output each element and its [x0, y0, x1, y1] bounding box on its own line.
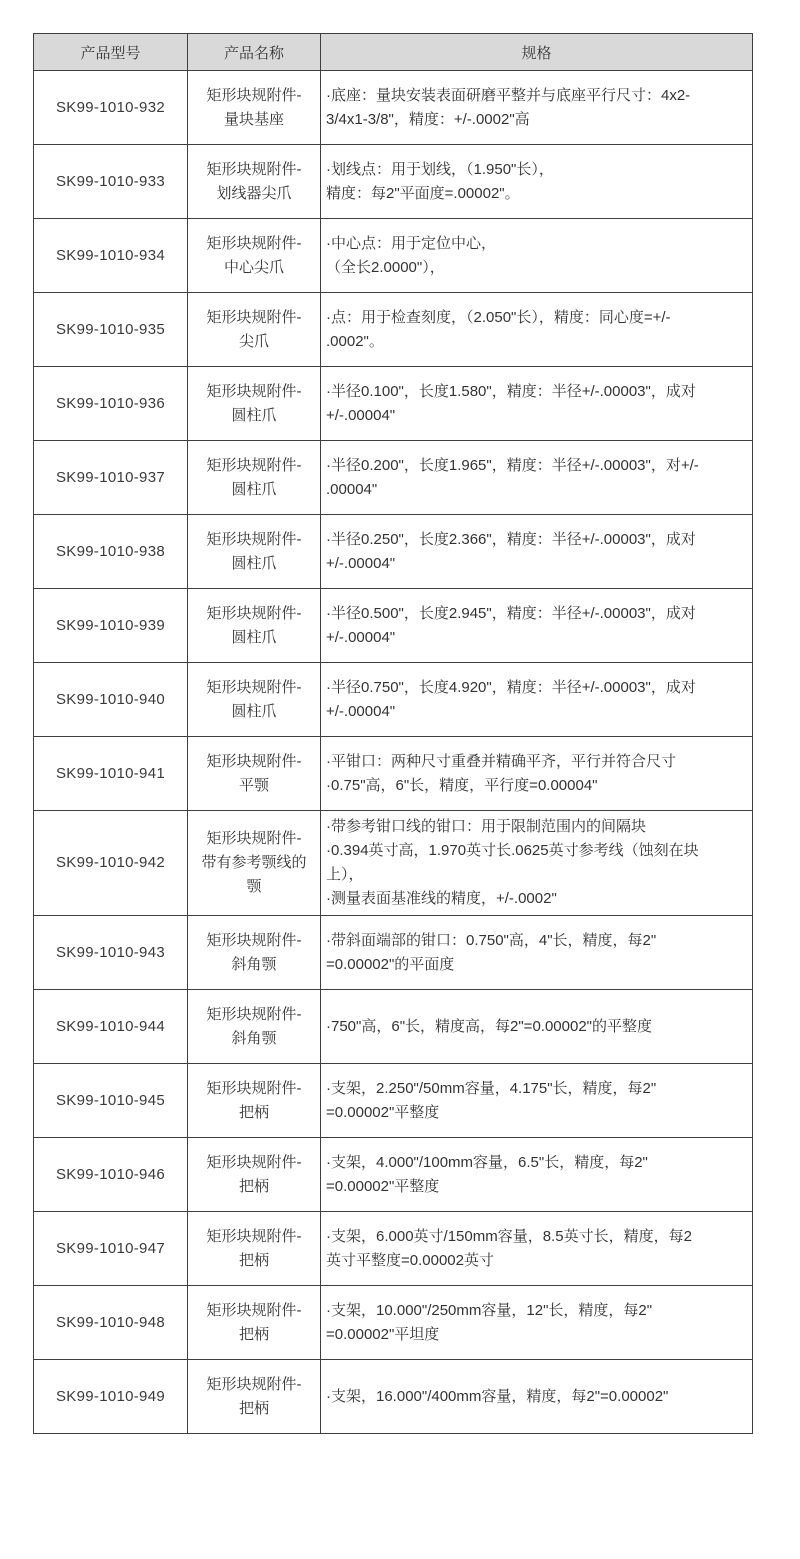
spec-cell: ·划线点：用于划线，（1.950"长）， 精度：每2"平面度=.00002"。	[321, 145, 753, 219]
spec-cell: ·半径0.100"，长度1.580"，精度：半径+/-.00003"，成对 +/-.00004"	[321, 367, 753, 441]
model-cell: SK99-1010-943	[34, 916, 188, 990]
header-row	[34, 34, 753, 71]
table-row	[34, 71, 753, 145]
spec-cell: ·半径0.750"，长度4.920"，精度：半径+/-.00003"，成对 +/-.00004"	[321, 663, 753, 737]
name-cell: 矩形块规附件- 把柄	[188, 1286, 321, 1360]
model-cell: SK99-1010-936	[34, 367, 188, 441]
table-row	[34, 737, 753, 811]
name-cell: 矩形块规附件- 中心尖爪	[188, 219, 321, 293]
model-cell: SK99-1010-940	[34, 663, 188, 737]
name-cell: 矩形块规附件- 斜角颚	[188, 916, 321, 990]
table-row	[34, 515, 753, 589]
spec-cell: ·带参考钳口线的钳口：用于限制范围内的间隔块 ·0.394英寸高，1.970英寸长.0625英寸参考线（蚀刻在块 上）， ·测量表面基准线的精度，+/-.0002"	[321, 811, 753, 916]
spec-cell: ·支架，6.000英寸/150mm容量，8.5英寸长，精度，每2 英寸平整度=0.00002英寸	[321, 1212, 753, 1286]
model-cell: SK99-1010-948	[34, 1286, 188, 1360]
product-spec-table	[33, 33, 753, 1434]
model-cell: SK99-1010-939	[34, 589, 188, 663]
table-row	[34, 990, 753, 1064]
table-row	[34, 441, 753, 515]
table-row	[34, 1212, 753, 1286]
model-cell: SK99-1010-933	[34, 145, 188, 219]
table-row	[34, 1138, 753, 1212]
name-cell: 矩形块规附件- 带有参考颚线的 颚	[188, 811, 321, 916]
name-cell: 矩形块规附件- 圆柱爪	[188, 441, 321, 515]
model-cell: SK99-1010-938	[34, 515, 188, 589]
table-row	[34, 589, 753, 663]
spec-cell: ·点：用于检查刻度，（2.050"长），精度：同心度=+/- .0002"。	[321, 293, 753, 367]
table-row	[34, 916, 753, 990]
table-body	[34, 71, 753, 1434]
spec-cell: ·中心点：用于定位中心， （全长2.0000"），	[321, 219, 753, 293]
model-cell: SK99-1010-932	[34, 71, 188, 145]
spec-cell: ·半径0.250"，长度2.366"，精度：半径+/-.00003"，成对 +/-.00004"	[321, 515, 753, 589]
name-cell: 矩形块规附件- 尖爪	[188, 293, 321, 367]
spec-cell: ·带斜面端部的钳口：0.750"高，4"长，精度，每2" =0.00002"的平面度	[321, 916, 753, 990]
table-row	[34, 1286, 753, 1360]
name-cell: 矩形块规附件- 圆柱爪	[188, 663, 321, 737]
model-cell: SK99-1010-937	[34, 441, 188, 515]
table-row	[34, 293, 753, 367]
header-col-model: 产品型号	[34, 34, 188, 71]
spec-cell: ·支架，10.000"/250mm容量，12"长，精度，每2" =0.00002"平坦度	[321, 1286, 753, 1360]
model-cell: SK99-1010-945	[34, 1064, 188, 1138]
spec-cell: ·750"高，6"长，精度高，每2"=0.00002"的平整度	[321, 990, 753, 1064]
model-cell: SK99-1010-947	[34, 1212, 188, 1286]
spec-cell: ·半径0.200"，长度1.965"，精度：半径+/-.00003"，对+/- .00004"	[321, 441, 753, 515]
name-cell: 矩形块规附件- 把柄	[188, 1212, 321, 1286]
name-cell: 矩形块规附件- 圆柱爪	[188, 589, 321, 663]
name-cell: 矩形块规附件- 把柄	[188, 1360, 321, 1434]
name-cell: 矩形块规附件- 划线器尖爪	[188, 145, 321, 219]
model-cell: SK99-1010-949	[34, 1360, 188, 1434]
name-cell: 矩形块规附件- 把柄	[188, 1064, 321, 1138]
spec-cell: ·底座：量块安装表面研磨平整并与底座平行尺寸：4x2- 3/4x1-3/8"，精度：+/-.0002"高	[321, 71, 753, 145]
model-cell: SK99-1010-934	[34, 219, 188, 293]
spec-cell: ·支架，4.000"/100mm容量，6.5"长，精度，每2" =0.00002"平整度	[321, 1138, 753, 1212]
table-row	[34, 1064, 753, 1138]
table-row	[34, 219, 753, 293]
name-cell: 矩形块规附件- 斜角颚	[188, 990, 321, 1064]
name-cell: 矩形块规附件- 圆柱爪	[188, 515, 321, 589]
model-cell: SK99-1010-944	[34, 990, 188, 1064]
spec-cell: ·支架，16.000"/400mm容量，精度，每2"=0.00002"	[321, 1360, 753, 1434]
header-col-spec: 规格	[321, 34, 753, 71]
model-cell: SK99-1010-935	[34, 293, 188, 367]
table-row	[34, 145, 753, 219]
table-row	[34, 663, 753, 737]
name-cell: 矩形块规附件- 把柄	[188, 1138, 321, 1212]
spec-cell: ·半径0.500"，长度2.945"，精度：半径+/-.00003"，成对 +/-.00004"	[321, 589, 753, 663]
header-col-name: 产品名称	[188, 34, 321, 71]
table-row	[34, 1360, 753, 1434]
model-cell: SK99-1010-946	[34, 1138, 188, 1212]
name-cell: 矩形块规附件- 圆柱爪	[188, 367, 321, 441]
table-row	[34, 811, 753, 916]
spec-cell: ·平钳口：两种尺寸重叠并精确平齐，平行并符合尺寸 ·0.75"高，6"长，精度，平行度=0.00004"	[321, 737, 753, 811]
model-cell: SK99-1010-941	[34, 737, 188, 811]
name-cell: 矩形块规附件- 量块基座	[188, 71, 321, 145]
name-cell: 矩形块规附件- 平颚	[188, 737, 321, 811]
spec-cell: ·支架，2.250"/50mm容量，4.175"长，精度，每2" =0.00002"平整度	[321, 1064, 753, 1138]
table-row	[34, 367, 753, 441]
model-cell: SK99-1010-942	[34, 811, 188, 916]
